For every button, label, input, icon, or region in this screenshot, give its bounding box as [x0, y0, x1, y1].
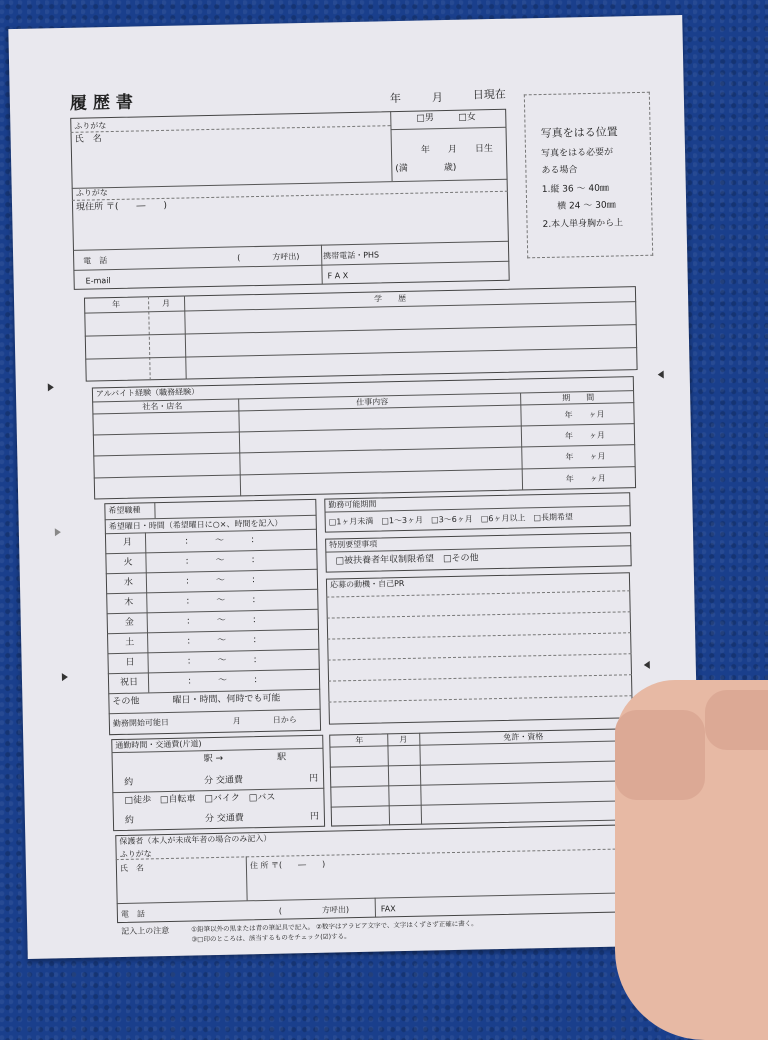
- special-heading: 特別要望事項: [329, 539, 378, 550]
- commute-route: 駅 → 駅: [203, 752, 287, 765]
- fax-label: F A X: [327, 271, 349, 281]
- punch-mark-left-3: [62, 673, 68, 681]
- phone-call-label: ( 方呼出): [237, 252, 300, 263]
- furigana-label: ふりがな: [74, 121, 107, 131]
- day-time-range[interactable]: : ～ :: [185, 555, 255, 567]
- wish-days-heading: 希望曜日・時間（希望曜日に○×、時間を記入）: [108, 518, 283, 532]
- photo-line-4: 横 24 ～ 30㎜: [557, 200, 616, 212]
- commute-approx-1: 約: [124, 777, 134, 788]
- gender-female-checkbox[interactable]: □女: [458, 112, 476, 123]
- day-time-range[interactable]: : ～ :: [185, 535, 255, 547]
- guardian-phone: 電 話: [120, 909, 145, 919]
- date-month: 月: [431, 91, 443, 105]
- notes-label: 記入上の注意: [121, 925, 170, 936]
- commute-fare-2: 分 交通費: [204, 813, 244, 825]
- guardian-phone-call: ( 方呼出): [278, 905, 350, 916]
- notes-line-1: ①鉛筆以外の黒または青の筆記具で記入。 ②数字はアラビア文字で、文字はくずさず正確に書く。: [191, 919, 478, 934]
- special-options[interactable]: □被扶養者年収制限希望 □その他: [335, 553, 479, 567]
- job-period-4: 年 ヶ月: [565, 473, 606, 484]
- edu-history-header: 学 歴: [373, 293, 407, 304]
- day-label: 火: [123, 557, 133, 568]
- name-label: 氏 名: [74, 134, 102, 145]
- notes-line-2: ③□印のところは、該当するものをチェック(☑)する。: [191, 932, 351, 944]
- license-header: 免許・資格: [503, 732, 544, 742]
- punch-mark-left-2: [55, 528, 61, 536]
- guardian-fax: FAX: [380, 904, 396, 914]
- day-time-range[interactable]: : ～ :: [186, 615, 256, 627]
- day-label: 水: [123, 577, 134, 588]
- day-time-range[interactable]: : ～ :: [187, 655, 257, 667]
- day-label: 日: [125, 657, 135, 668]
- address-label: 現住所 〒( ― ): [75, 200, 168, 213]
- other-label: その他: [112, 696, 140, 708]
- day-label: 祝日: [119, 677, 139, 688]
- day-label: 木: [124, 597, 134, 608]
- edu-year-header: 年: [112, 299, 121, 310]
- age-label: (満 歳): [395, 162, 457, 175]
- start-date-text: 月 日から: [232, 715, 297, 726]
- finger: [705, 690, 768, 750]
- punch-mark-right-3: [644, 661, 650, 669]
- phone-label: 電 話: [83, 256, 108, 266]
- guardian-furigana: ふりがな: [119, 849, 152, 860]
- day-time-range[interactable]: : ～ :: [186, 595, 256, 607]
- commute-yen-2: 円: [309, 811, 320, 823]
- job-heading: アルバイト経験（職務経験）: [95, 387, 200, 399]
- duration-options[interactable]: □1ヶ月未満 □1～3ヶ月 □3～6ヶ月 □6ヶ月以上 □長期希望: [328, 512, 574, 527]
- guardian-name: 氏 名: [119, 863, 145, 874]
- photo-line-5: 2.本人単身胸から上: [542, 218, 624, 231]
- guardian-address: 住 所 〒( ― ): [249, 859, 326, 871]
- mobile-label: 携帯電話・PHS: [323, 250, 380, 261]
- job-period-3: 年 ヶ月: [565, 451, 606, 462]
- date-year: 年: [389, 91, 402, 106]
- days-list: [8, 15, 682, 29]
- punch-mark-left-1: [48, 383, 54, 391]
- edu-month-header: 月: [162, 298, 171, 308]
- duration-heading: 勤務可能期間: [328, 499, 377, 510]
- day-label: 金: [124, 617, 134, 628]
- date-current: 日現在: [472, 87, 506, 102]
- job-period-1: 年 ヶ月: [564, 409, 605, 420]
- other-text: 曜日・時間、何時でも可能: [172, 693, 281, 706]
- photo-line-2: ある場合: [541, 165, 578, 177]
- birth-date-label: 年 月 日生: [420, 144, 494, 156]
- job-period-header: 期 間: [562, 392, 595, 403]
- photo-line-3: 1.縦 36 ～ 40㎜: [541, 183, 609, 196]
- commute-fare-1: 分 交通費: [204, 775, 244, 787]
- duration-box: [324, 492, 631, 532]
- day-time-range[interactable]: : ～ :: [187, 675, 258, 687]
- punch-mark-right-1: [658, 371, 664, 379]
- gender-male-checkbox[interactable]: □男: [416, 113, 434, 124]
- commute-methods[interactable]: □徒歩 □自転車 □バイク □バス: [124, 792, 276, 806]
- license-year-header: 年: [355, 735, 364, 746]
- guardian-heading: 保護者（本人が未成年者の場合のみ記入）: [119, 833, 272, 847]
- wish-job-label: 希望職種: [108, 505, 141, 516]
- commute-heading: 通勤時間・交通費(片道): [115, 739, 202, 751]
- email-label: E-mail: [85, 276, 111, 286]
- job-content-header: 仕事内容: [356, 397, 389, 407]
- motivation-heading: 応募の動機・自己PR: [329, 578, 405, 590]
- photo-line-1: 写真をはる必要が: [540, 147, 614, 160]
- furigana-address-label: ふりがな: [75, 188, 108, 198]
- commute-yen-1: 円: [309, 773, 319, 785]
- photo-title: 写真をはる位置: [540, 125, 618, 141]
- day-time-range[interactable]: : ～ :: [187, 635, 257, 647]
- job-period-2: 年 ヶ月: [564, 430, 606, 441]
- day-label: 土: [125, 637, 135, 648]
- thumb: [615, 710, 705, 800]
- license-month-header: 月: [399, 734, 408, 745]
- resume-title: 履歴書: [69, 92, 140, 114]
- hand: [615, 680, 768, 1040]
- job-company-header: 社名・店名: [142, 401, 183, 412]
- day-label: 月: [123, 537, 133, 548]
- commute-approx-2: 約: [124, 815, 135, 826]
- resume-sheet: [8, 15, 701, 959]
- start-date-label: 勤務開始可能日: [112, 717, 169, 729]
- day-time-range[interactable]: : ～ :: [185, 575, 256, 587]
